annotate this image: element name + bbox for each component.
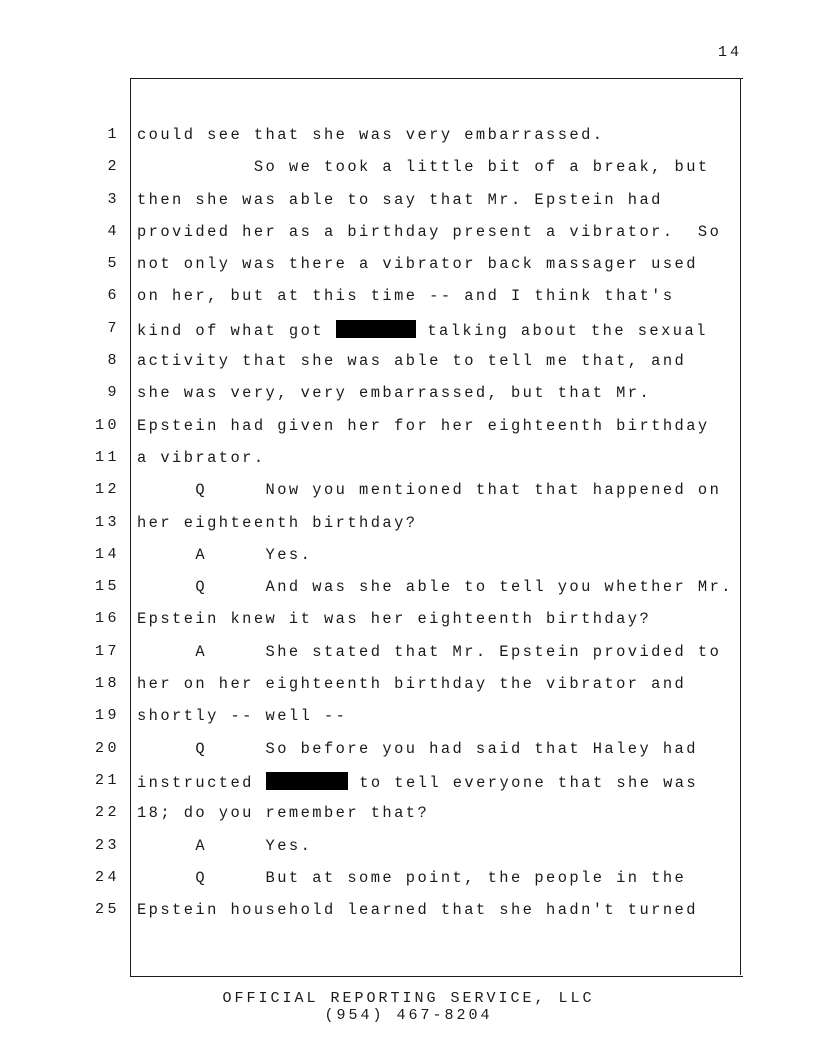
line-number: 1: [107, 126, 120, 143]
line-number: 7: [107, 319, 120, 337]
transcript-line: [0, 122, 817, 154]
transcript-line: [0, 510, 817, 542]
line-number: 8: [107, 352, 120, 370]
line-number: 25: [94, 901, 120, 919]
line-number: 17: [94, 642, 120, 660]
transcript-line: [0, 639, 817, 671]
line-number: 12: [94, 481, 120, 499]
transcript-line: [0, 219, 817, 251]
line-text-segment: instructed: [137, 773, 266, 792]
transcript-line: [0, 736, 817, 768]
page-footer: [0, 990, 817, 1024]
transcript-line: [0, 833, 817, 865]
line-text: her eighteenth birthday?: [137, 513, 418, 532]
line-text: Epstein had given her for her eighteenth birthday: [137, 416, 710, 435]
transcript-line: [0, 768, 817, 800]
transcript-line: [0, 606, 817, 638]
transcript-line: [0, 251, 817, 283]
line-text-segment: kind of what got: [137, 321, 336, 340]
transcript-line: [0, 703, 817, 735]
line-text: [137, 772, 698, 792]
transcript-line: [0, 800, 817, 832]
line-number: 11: [94, 448, 120, 466]
line-text: A Yes.: [137, 836, 313, 855]
transcript-line: [0, 154, 817, 186]
line-text: could see that she was very embarrassed.: [137, 126, 605, 144]
footer-company: OFFICIAL REPORTING SERVICE, LLC: [222, 990, 595, 1007]
line-number: 18: [94, 675, 120, 693]
line-text: not only was there a vibrator back massager used: [137, 255, 698, 274]
transcript-line: [0, 348, 817, 380]
transcript-line: [0, 477, 817, 509]
line-number: 22: [94, 804, 120, 822]
line-text: shortly -- well --: [137, 707, 348, 726]
line-number: 23: [94, 836, 120, 854]
line-text: on her, but at this time -- and I think that's: [137, 287, 675, 306]
line-text: A She stated that Mr. Epstein provided to: [137, 642, 722, 661]
line-text: a vibrator.: [137, 448, 266, 467]
line-number: 3: [107, 190, 120, 208]
line-text: Epstein household learned that she hadn't turned: [137, 901, 698, 920]
line-text: So we took a little bit of a break, but: [137, 158, 710, 177]
transcript-lines: [0, 122, 817, 929]
redaction-block: [266, 772, 348, 790]
line-number: 15: [94, 578, 120, 596]
transcript-line: [0, 445, 817, 477]
line-text: activity that she was able to tell me that, and: [137, 352, 687, 371]
line-number: 16: [94, 610, 120, 628]
line-text: Q So before you had said that Haley had: [137, 739, 698, 758]
transcript-line: [0, 380, 817, 412]
line-number: 10: [94, 416, 120, 434]
page-number: 14: [718, 44, 743, 61]
transcript-line: [0, 187, 817, 219]
line-number: 19: [94, 707, 120, 725]
line-text: she was very, very embarrassed, but that Mr.: [137, 384, 652, 403]
transcript-line: [0, 574, 817, 606]
transcript-line: [0, 865, 817, 897]
line-number: 6: [107, 287, 120, 305]
line-text: Q And was she able to tell you whether Mr.: [137, 578, 733, 597]
line-number: 9: [107, 384, 120, 402]
redaction-block: [336, 320, 416, 338]
line-text: her on her eighteenth birthday the vibrator and: [137, 675, 687, 694]
line-text: Q But at some point, the people in the: [137, 868, 687, 887]
transcript-line: [0, 316, 817, 348]
line-text: A Yes.: [137, 545, 313, 564]
line-text: [137, 320, 708, 340]
transcript-line: [0, 283, 817, 315]
line-number: 21: [94, 771, 120, 789]
line-number: 14: [94, 545, 120, 563]
line-text: Epstein knew it was her eighteenth birthday?: [137, 610, 652, 629]
line-number: 24: [94, 868, 120, 886]
line-text: Q Now you mentioned that that happened on: [137, 481, 722, 500]
transcript-line: [0, 542, 817, 574]
line-number: 4: [107, 222, 120, 240]
line-number: 13: [94, 513, 120, 531]
transcript-line: [0, 897, 817, 929]
line-text-segment: talking about the sexual: [415, 321, 708, 340]
transcript-line: [0, 413, 817, 445]
line-number: 20: [94, 739, 120, 757]
footer-phone: (954) 467-8204: [324, 1007, 493, 1024]
line-text: provided her as a birthday present a vibrator. So: [137, 222, 722, 241]
line-text: 18; do you remember that?: [137, 804, 430, 823]
line-text: then she was able to say that Mr. Epstein had: [137, 190, 663, 209]
transcript-line: [0, 671, 817, 703]
line-number: 5: [107, 255, 120, 273]
line-number: 2: [107, 158, 120, 176]
line-text-segment: to tell everyone that she was: [347, 773, 699, 792]
